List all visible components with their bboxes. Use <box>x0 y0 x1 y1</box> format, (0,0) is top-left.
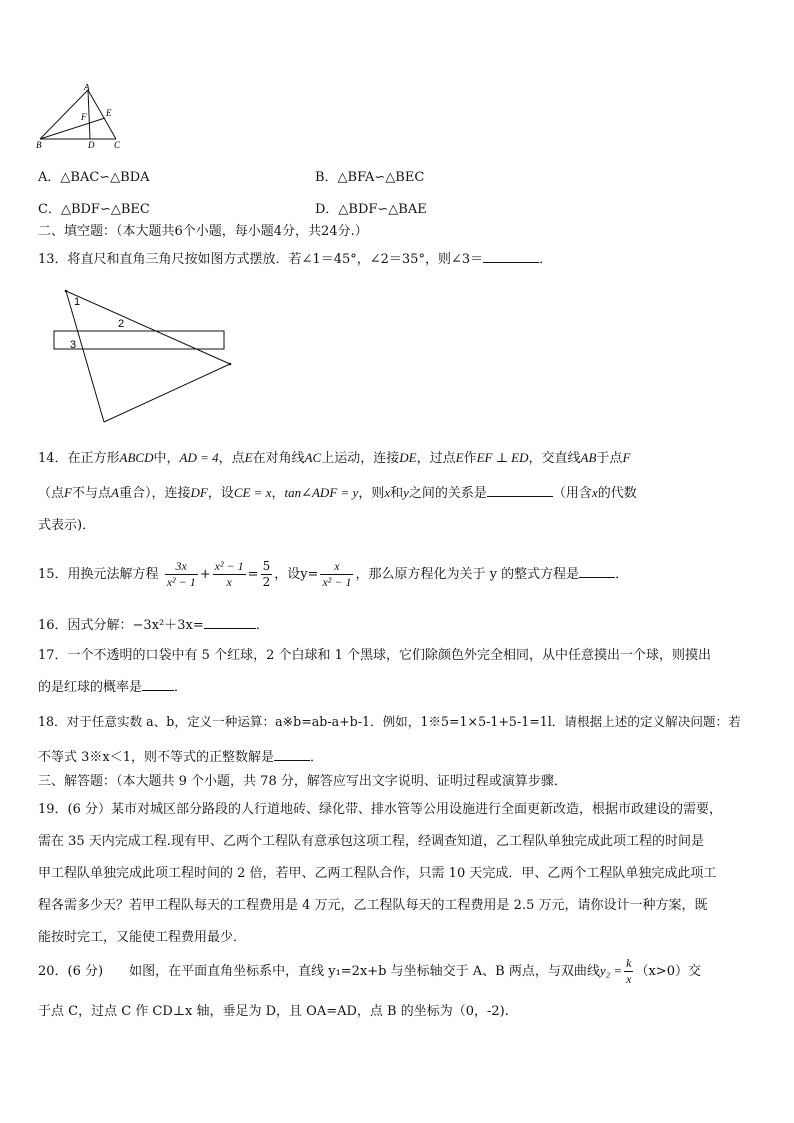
question-16 <box>38 614 269 636</box>
q14-text: 不与点 <box>71 486 111 501</box>
q15-f4-den: x² − 1 <box>322 575 352 589</box>
question-15 <box>38 558 628 592</box>
q16-text: 16．因式分解：−3x²＋3x= <box>38 618 204 633</box>
q14-text: ，则 <box>358 486 385 501</box>
question-17-line-1: 17．一个不透明的口袋中有 5 个红球，2 个白球和 1 个黑球，它们除颜色外完全相同，从中任意摸出一个球，则摸出 <box>38 648 712 663</box>
q14-E: E <box>244 450 253 465</box>
q16-answer-blank[interactable] <box>204 614 256 629</box>
q14-x: x <box>384 485 391 500</box>
q20-text: （x>0）交 <box>635 964 701 979</box>
q14-AB: AB <box>580 450 597 465</box>
q14-text: 在对角线 <box>252 451 305 466</box>
q14-text: （用含 <box>552 486 592 501</box>
q18-text: 不等式 3※x＜1，则不等式的正整数解是 <box>38 750 275 765</box>
q15-fraction-4 <box>320 559 353 590</box>
q15-plus: + <box>199 567 211 582</box>
q14-answer-blank[interactable] <box>487 482 553 497</box>
fig12-label-D: D <box>88 140 95 150</box>
q15-text: 15．用换元法解方程 <box>38 567 159 582</box>
q15-equals: = <box>247 567 259 582</box>
q17-answer-blank[interactable] <box>142 676 174 691</box>
q20-text: 20．(6 分) 如图，在平面直角坐标系中，直线 y₁=2x+b 与坐标轴交于 A、B 两点，与双曲线 <box>38 964 600 979</box>
q15-f4-num: x <box>320 559 353 575</box>
question-19-line-5: 能按时完工，又能使工程费用最少． <box>38 930 247 945</box>
q15-f1-num: 3x <box>165 559 198 575</box>
question-18-line-2 <box>38 746 323 768</box>
q14-text: 和 <box>390 486 404 501</box>
q14-A: A <box>110 485 119 500</box>
q14-text: ，过点 <box>416 451 456 466</box>
q17-end: ． <box>174 680 188 695</box>
q12-option-b: B．△BFA∽△BEC <box>315 170 425 185</box>
q14-x: x <box>591 485 598 500</box>
q14-text: 14．在正方形 <box>38 451 120 466</box>
q20-f-den: x <box>626 972 632 986</box>
q17-text: 的是红球的概率是 <box>38 680 143 695</box>
question-20-line-1 <box>38 954 701 989</box>
fig13-angle-1: 1 <box>74 296 81 308</box>
q12-triangle-figure <box>34 84 124 150</box>
q14-text: 的代数 <box>597 486 637 501</box>
q15-f2-den: x <box>226 575 232 589</box>
q15-fraction-1 <box>165 559 198 590</box>
q14-DF: DF <box>190 485 208 500</box>
q13-ruler-triangle-figure <box>48 286 238 426</box>
q14-text: ， <box>271 486 285 501</box>
question-19-line-3: 甲工程队单独完成此项工程时间的 2 倍，若甲、乙两工程队合作，只需 10 天完成．甲、乙两个工程队单独完成此项工 <box>38 866 717 881</box>
q13-answer-blank[interactable] <box>483 248 539 263</box>
q20-y2: y₂ = <box>599 963 623 978</box>
q14-text: 于点 <box>596 451 623 466</box>
q13-end: ． <box>539 252 553 267</box>
fig12-label-C: C <box>114 140 121 150</box>
q14-text: ，点 <box>218 451 245 466</box>
q18-end: ． <box>310 750 324 765</box>
question-18-line-1: 18．对于任意实数 a、b，定义一种运算：a※b=ab-a+b-1．例如，1※5=1×5-1+5-1=1l．请根据上述的定义解决问题：若 <box>38 714 741 729</box>
q15-text: ，设y= <box>274 567 319 582</box>
q15-end: ． <box>615 567 629 582</box>
q14-text: 中， <box>153 451 180 466</box>
q14-text: 作 <box>463 451 477 466</box>
question-19-line-1: 19．(6 分）某市对城区部分路段的人行道地砖、绿化带、排水管等公用设施进行全面更新改造，根据市政建设的需要， <box>38 802 723 817</box>
q15-f3-num: 5 <box>262 559 271 573</box>
q12-option-c: C．△BDF∽△BEC <box>38 202 150 217</box>
fig12-label-E: E <box>106 108 112 118</box>
fig12-label-F: F <box>81 112 87 122</box>
q12-option-a: A．△BAC∽△BDA <box>38 170 150 185</box>
question-14-line-2 <box>38 482 637 504</box>
q14-F: F <box>622 450 631 465</box>
q14-y: y <box>403 485 409 500</box>
question-17-line-2 <box>38 676 187 698</box>
q12-option-d: D．△BDF∽△BAE <box>315 202 427 217</box>
fig12-label-A: A <box>84 84 90 92</box>
q18-answer-blank[interactable] <box>274 746 310 761</box>
q16-end: ． <box>255 618 269 633</box>
q14-text: 之间的关系是 <box>408 486 487 501</box>
q14-AD: AD = 4 <box>179 450 219 465</box>
q15-fraction-2 <box>213 559 246 590</box>
q15-fraction-3 <box>261 559 273 590</box>
q20-f-num: k <box>626 956 632 970</box>
q14-ABCD: ABCD <box>119 450 154 465</box>
q13-text: 13．将直尺和直角三角尺按如图方式摆放．若∠1＝45°，∠2＝35°，则∠3＝ <box>38 252 484 267</box>
q14-text: ，交直线 <box>528 451 581 466</box>
fig13-angle-3: 3 <box>70 339 77 351</box>
q14-CE-eq-x: CE = x <box>233 485 272 500</box>
q14-text: 上运动，连接 <box>321 451 400 466</box>
question-14-line-3: 式表示)． <box>38 518 96 533</box>
section-3-heading: 三、解答题：（本大题共 9 个小题，共 78 分，解答应写出文字说明、证明过程或演算步骤． <box>38 774 567 789</box>
q14-tan: tan∠ADF = y <box>284 485 359 500</box>
section-2-heading: 二、填空题：（本大题共6个小题，每小题4分，共24分.） <box>38 224 368 239</box>
fig12-label-B: B <box>36 140 42 150</box>
q15-f1-den: x² − 1 <box>166 575 196 589</box>
q15-text: ，那么原方程化为关于 y 的整式方程是 <box>355 567 580 582</box>
question-14-line-1 <box>38 448 630 469</box>
q15-answer-blank[interactable] <box>579 563 615 578</box>
q14-F: F <box>64 485 72 500</box>
q14-E: E <box>455 450 464 465</box>
q14-text: （点 <box>38 486 65 501</box>
q15-f2-num: x² − 1 <box>214 559 244 573</box>
q14-text: ，设 <box>207 486 234 501</box>
q14-DE: DE <box>399 450 417 465</box>
question-19-line-4: 程各需多少天？若甲工程队每天的工程费用是 4 万元，乙工程队每天的工程费用是 2.5 万元，请你设计一种方案，既 <box>38 898 708 913</box>
q14-text: 重合），连接 <box>118 486 191 501</box>
question-19-line-2: 需在 35 天内完成工程.现有甲、乙两个工程队有意承包这项工程，经调查知道，乙工程队单独完成此项工程的时间是 <box>38 834 704 849</box>
question-13 <box>38 248 552 270</box>
q14-AC: AC <box>304 450 322 465</box>
q14-EF-perp-ED: EF ⊥ ED <box>476 450 529 465</box>
fig13-angle-2: 2 <box>118 318 125 330</box>
q15-f3-den: 2 <box>262 575 271 589</box>
q20-fraction-k-over-x <box>624 956 633 987</box>
question-20-line-2: 于点 C，过点 C 作 CD⊥x 轴，垂足为 D，且 OA=AD，点 B 的坐标为（0，-2). <box>38 1004 509 1019</box>
